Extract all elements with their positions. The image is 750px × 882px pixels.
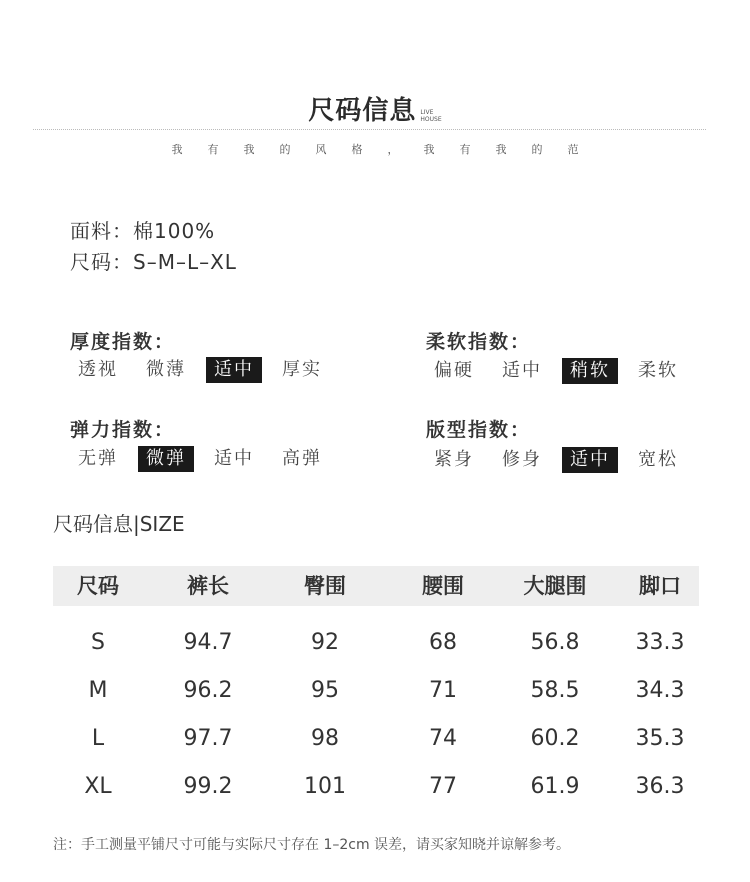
table-cell: L	[91, 726, 105, 751]
size-spec	[70, 246, 237, 275]
table-cell: 74	[429, 726, 457, 751]
thickness-index-options	[70, 357, 342, 383]
thickness-option-selected: 适中	[206, 357, 262, 383]
table-cell: 94.7	[183, 630, 233, 655]
column-header: 大腿围	[523, 574, 587, 598]
table-cell: 92	[311, 630, 339, 655]
elasticity-option-selected: 微弹	[138, 446, 194, 472]
thickness-index-title: 厚度指数：	[70, 331, 176, 353]
table-cell: 35.3	[635, 726, 685, 751]
table-row	[53, 774, 699, 804]
thickness-option: 透视	[78, 359, 118, 380]
elasticity-index-options	[70, 446, 342, 472]
fabric-value: 棉100%	[133, 219, 216, 243]
slogan-char: 的	[279, 143, 291, 156]
softness-index-options	[426, 358, 698, 384]
fit-index-options	[426, 447, 698, 473]
softness-option: 柔软	[638, 360, 678, 381]
table-cell: 60.2	[530, 726, 580, 751]
table-cell: 68	[429, 630, 457, 655]
softness-option: 偏硬	[434, 360, 474, 381]
table-cell: 99.2	[183, 774, 233, 799]
thickness-option: 厚实	[282, 359, 322, 380]
column-header: 脚口	[639, 574, 681, 598]
table-cell: 98	[311, 726, 339, 751]
size-label: 尺码：	[70, 250, 133, 274]
size-table-header	[53, 566, 699, 606]
softness-option: 适中	[502, 360, 542, 381]
brand-tag-line2: HOUSE	[420, 116, 442, 123]
table-cell: 96.2	[183, 678, 233, 703]
slogan-char: 我	[423, 143, 435, 156]
thickness-option: 微薄	[146, 359, 186, 380]
size-value: S–M–L–XL	[133, 250, 237, 274]
table-cell: S	[91, 630, 105, 655]
elasticity-index-title: 弹力指数：	[70, 419, 176, 441]
slogan-char: 的	[531, 143, 543, 156]
fit-option: 修身	[502, 449, 542, 470]
table-cell: 36.3	[635, 774, 685, 799]
slogan	[0, 141, 750, 157]
header-divider	[33, 129, 706, 130]
elasticity-option: 适中	[214, 448, 254, 469]
table-cell: 101	[304, 774, 346, 799]
table-cell: XL	[84, 774, 112, 799]
fit-option: 紧身	[434, 449, 474, 470]
page-title	[0, 90, 750, 127]
fabric-label: 面料：	[70, 219, 133, 243]
table-cell: M	[88, 678, 108, 703]
table-cell: 61.9	[530, 774, 580, 799]
softness-option-selected: 稍软	[562, 358, 618, 384]
table-row	[53, 678, 699, 708]
table-cell: 97.7	[183, 726, 233, 751]
table-cell: 77	[429, 774, 457, 799]
table-cell: 56.8	[530, 630, 580, 655]
elasticity-option: 高弹	[282, 448, 322, 469]
slogan-char: 有	[459, 143, 471, 156]
column-header: 尺码	[77, 574, 119, 598]
fit-option-selected: 适中	[562, 447, 618, 473]
slogan-char: 风	[315, 143, 327, 156]
table-cell: 33.3	[635, 630, 685, 655]
table-cell: 58.5	[530, 678, 580, 703]
slogan-char: 范	[567, 143, 579, 156]
column-header: 腰围	[422, 574, 464, 598]
table-cell: 95	[311, 678, 339, 703]
fit-index-title: 版型指数：	[426, 419, 532, 441]
brand-tag	[420, 109, 441, 123]
fit-option: 宽松	[638, 449, 678, 470]
slogan-char: ，	[387, 143, 399, 156]
table-cell: 34.3	[635, 678, 685, 703]
slogan-char: 我	[243, 143, 255, 156]
measurement-note: 注：手工测量平铺尺寸可能与实际尺寸存在 1–2cm 误差，请买家知晓并谅解参考。	[53, 837, 571, 853]
column-header: 臀围	[304, 574, 346, 598]
size-section-heading: 尺码信息|SIZE	[53, 512, 185, 536]
table-row	[53, 726, 699, 756]
slogan-char: 格	[351, 143, 363, 156]
elasticity-option: 无弹	[78, 448, 118, 469]
table-row	[53, 630, 699, 660]
fabric-spec	[70, 215, 215, 244]
column-header: 裤长	[187, 574, 229, 598]
table-cell: 71	[429, 678, 457, 703]
brand-tag-line1: LIVE	[420, 109, 434, 116]
slogan-char: 我	[171, 143, 183, 156]
softness-index-title: 柔软指数：	[426, 331, 532, 353]
slogan-char: 我	[495, 143, 507, 156]
page-title-text: 尺码信息	[308, 96, 417, 126]
slogan-char: 有	[207, 143, 219, 156]
